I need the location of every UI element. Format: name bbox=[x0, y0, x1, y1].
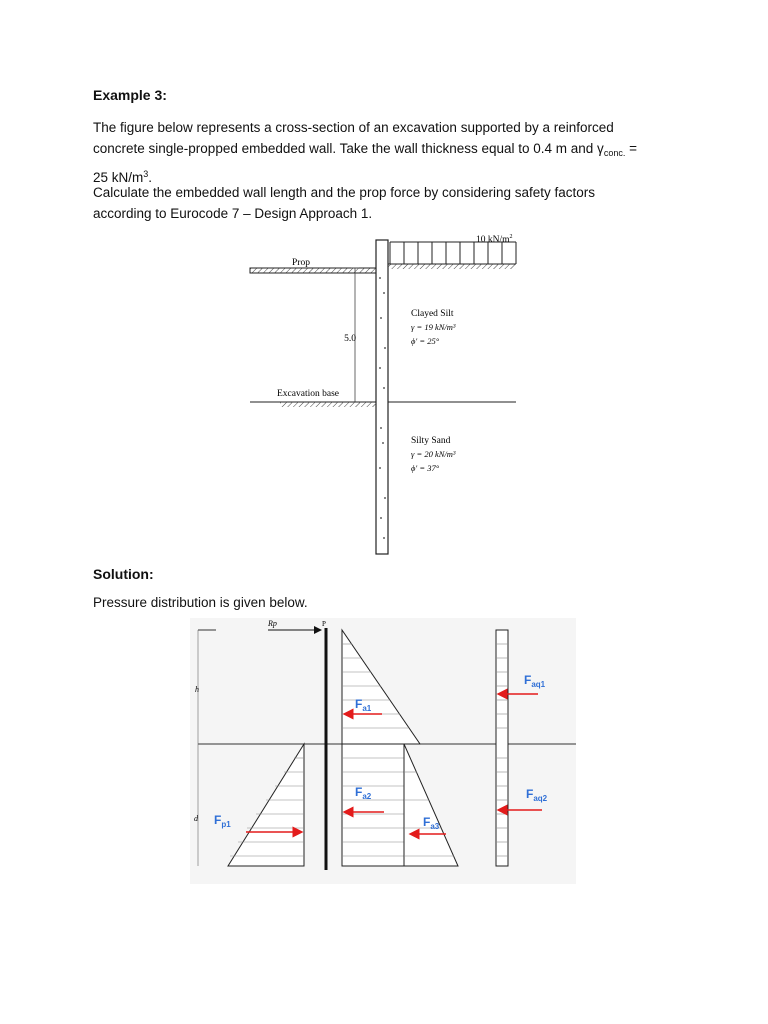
wall bbox=[376, 240, 388, 554]
statement-line-2-end: = bbox=[625, 141, 637, 156]
p-label: P bbox=[322, 620, 326, 628]
solution-intro: Pressure distribution is given below. bbox=[93, 595, 308, 610]
fp1-label: $F_{p1}$ bbox=[214, 813, 231, 829]
fa3-label: $F_{a3}$ bbox=[423, 815, 440, 831]
layer2-phi: ϕ' = 37° bbox=[411, 463, 440, 473]
rp-label: Rp bbox=[268, 619, 277, 628]
statement-line-3-end: . bbox=[148, 170, 153, 185]
prop-beam bbox=[250, 268, 376, 273]
depth-label: 5.0 bbox=[344, 334, 356, 344]
surcharge-label: 10 $kN/m^2$ bbox=[476, 234, 513, 245]
prop-label: Prop bbox=[292, 258, 310, 268]
problem-statement bbox=[93, 117, 683, 188]
statement-line-2-text: concrete single-propped embedded wall. Take the wall thickness equal to 0.4 m and γ bbox=[93, 141, 604, 156]
task-line-1: Calculate the embedded wall length and the prop force by considering safety factors bbox=[93, 185, 596, 200]
example-title: Example 3: bbox=[93, 87, 167, 103]
ground-surface bbox=[388, 264, 516, 269]
pressure-distribution-figure bbox=[190, 618, 580, 888]
task-line-2: according to Eurocode 7 – Design Approach 1. bbox=[93, 206, 373, 221]
pressure-distribution-svg bbox=[190, 618, 580, 888]
active-pressure-lower-rect bbox=[342, 744, 404, 866]
excavation-base-label: Excavation base bbox=[277, 389, 339, 399]
fa2-label: $F_{a2}$ bbox=[355, 785, 372, 801]
fa1-label: $F_{a1}$ bbox=[355, 697, 372, 713]
surcharge-load bbox=[390, 242, 516, 264]
layer2-gamma: γ = 20 kN/m³ bbox=[411, 449, 456, 459]
cross-section-svg bbox=[240, 228, 530, 558]
task-statement bbox=[93, 182, 683, 224]
faq1-label: $F_{aq1}$ bbox=[524, 673, 546, 689]
statement-line-1: The figure below represents a cross-section of an excavation supported by a reinforced bbox=[93, 120, 614, 135]
statement-line-3-text: 25 kN/m bbox=[93, 170, 144, 185]
cross-section-figure bbox=[240, 228, 530, 558]
surcharge-pressure-strip bbox=[496, 630, 508, 866]
unit-superscript: 3 bbox=[143, 169, 149, 179]
layer1-phi: ϕ' = 25° bbox=[411, 336, 440, 346]
gamma-subscript: conc. bbox=[603, 148, 626, 158]
solution-title: Solution: bbox=[93, 566, 154, 582]
h-label: h bbox=[195, 685, 199, 694]
d-label: d bbox=[194, 814, 198, 823]
statement-line-2 bbox=[93, 138, 683, 164]
layer1-gamma: γ = 19 kN/m³ bbox=[411, 322, 456, 332]
layer2-name: Silty Sand bbox=[411, 436, 451, 446]
faq2-label: $F_{aq2}$ bbox=[526, 787, 548, 803]
layer1-name: Clayed Silt bbox=[411, 309, 454, 319]
